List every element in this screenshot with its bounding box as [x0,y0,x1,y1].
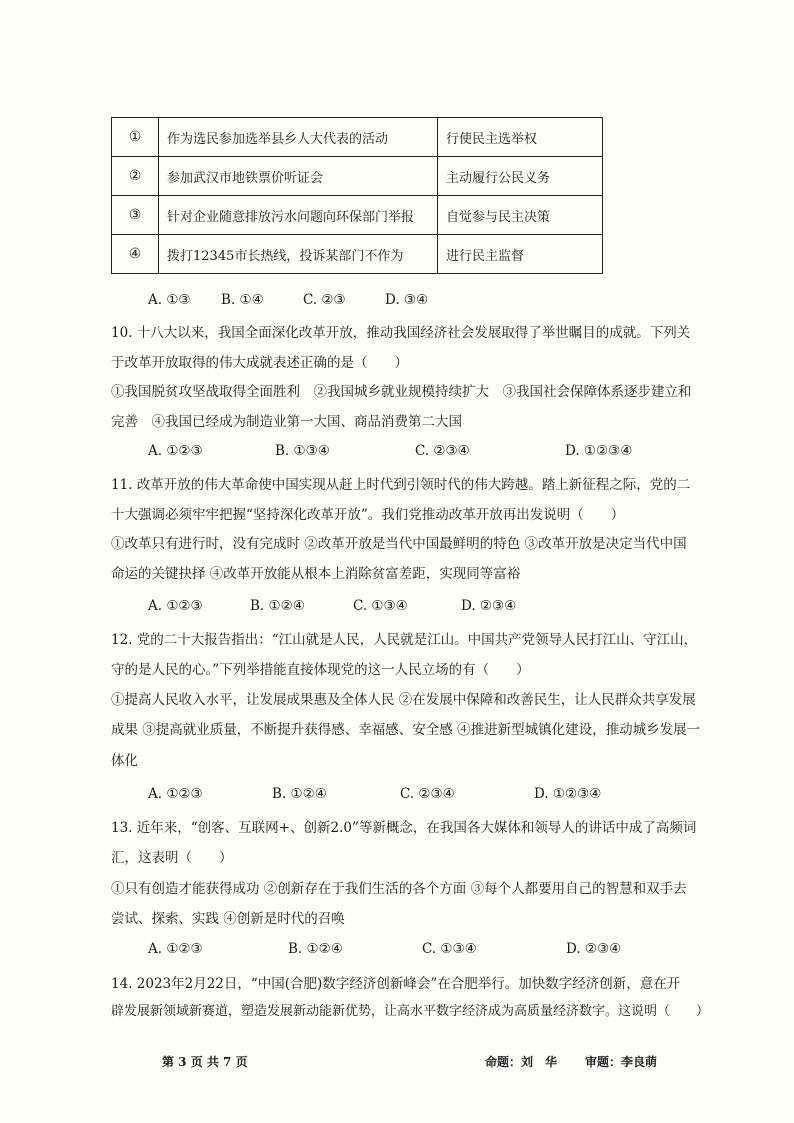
q10-stem: 于改革开放取得的伟大成就表述正确的是（ ） [111,355,408,371]
q12-statements: 体化 [111,753,138,769]
q14-stem: 14. 2023年2月22日，“中国(合肥)数字经济创新峰会”在合肥举行。加快数字经济创新，意在开 [111,976,681,992]
row-action: 拨打12345市长热线，投诉某部门不作为 [159,235,438,274]
q10-stem: 10. 十八大以来，我国全面深化改革开放，推动我国经济社会发展取得了举世瞩目的成就。下列关 [111,325,691,341]
q13-statements: ①只有创造才能获得成功 ②创新存在于我们生活的各个方面 ③每个人都要用自己的智慧和双手去 [111,881,687,897]
q9-option-b[interactable]: B. ①④ [221,292,264,308]
q13-option-a[interactable]: A. ①②③ [148,941,203,957]
row-number: ③ [112,196,159,235]
row-right: 行使民主选举权 [438,118,603,157]
activity-table [111,117,603,274]
q13-stem: 汇，这表明（ ） [111,850,233,866]
row-number: ② [112,157,159,196]
table-row [112,118,603,157]
q12-stem: 守的是人民的心。”下列举措能直接体现党的这一人民立场的有（ ） [111,662,530,678]
row-right: 主动履行公民义务 [438,157,603,196]
q9-option-d[interactable]: D. ③④ [385,292,429,308]
reviewer-credit: 审题：李良萌 [585,1055,658,1069]
row-right: 自觉参与民主决策 [438,196,603,235]
q13-option-c[interactable]: C. ①③④ [422,941,477,957]
q10-option-d[interactable]: D. ①②③④ [565,443,633,459]
q13-stem: 13. 近年来，“创客、互联网+、创新2.0”等新概念，在我国各大媒体和领导人的讲话中成了高频词 [111,820,697,836]
q10-option-b[interactable]: B. ①③④ [275,443,330,459]
q11-option-d[interactable]: D. ②③④ [461,598,517,614]
table-row [112,235,603,274]
q11-option-b[interactable]: B. ①②④ [250,598,305,614]
q10-option-c[interactable]: C. ②③④ [415,443,470,459]
q11-statements: ①改革只有进行时，没有完成时 ②改革开放是当代中国最鲜明的特色 ③改革开放是决定当代中国 [111,536,687,552]
q12-statements: 成果 ③提高就业质量，不断提升获得感、幸福感、安全感 ④推进新型城镇化建设，推动城乡发展一 [111,722,701,738]
q12-option-c[interactable]: C. ②③④ [400,786,455,802]
q13-option-b[interactable]: B. ①②④ [288,941,343,957]
page-number: 第 3 页 共 7 页 [162,1055,248,1069]
q13-option-d[interactable]: D. ②③④ [566,941,622,957]
row-action: 参加武汉市地铁票价听证会 [159,157,438,196]
q12-option-d[interactable]: D. ①②③④ [534,786,602,802]
q14-stem: 辟发展新领域新赛道，塑造发展新动能新优势，让高水平数字经济成为高质量经济数字。这说明（ ） [111,1004,710,1019]
q11-stem: 十大强调必须牢牢把握“坚持深化改革开放”。我们党推动改革开放再出发说明（ ） [111,507,625,523]
q10-statements: 完善 ④我国已经成为制造业第一大国、商品消费第二大国 [111,414,462,430]
row-right: 进行民主监督 [438,235,603,274]
q12-option-b[interactable]: B. ①②④ [272,786,327,802]
q10-statements: ①我国脱贫攻坚战取得全面胜利 ②我国城乡就业规模持续扩大 ③我国社会保障体系逐步建立和 [111,384,692,400]
q12-statements: ①提高人民收入水平，让发展成果惠及全体人民 ②在发展中保障和改善民生，让人民群众共享发展 [111,692,696,708]
q9-option-c[interactable]: C. ②③ [303,292,346,308]
table-row [112,157,603,196]
table-row [112,196,603,235]
q13-statements: 尝试、探索、实践 ④创新是时代的召唤 [111,911,345,927]
row-action: 针对企业随意排放污水问题向环保部门举报 [159,196,438,235]
q12-option-a[interactable]: A. ①②③ [148,786,203,802]
q9-option-a[interactable]: A. ①③ [148,292,191,308]
q11-stem: 11. 改革开放的伟大革命使中国实现从赶上时代到引领时代的伟大跨越。踏上新征程之际，党的二 [111,477,691,493]
q10-option-a[interactable]: A. ①②③ [148,443,203,459]
q11-option-c[interactable]: C. ①③④ [353,598,408,614]
q11-statements: 命运的关键抉择 ④改革开放能从根本上消除贫富差距，实现同等富裕 [111,566,521,582]
row-number: ④ [112,235,159,274]
row-action: 作为选民参加选举县乡人大代表的活动 [159,118,438,157]
author-credit: 命题：刘 华 [485,1055,558,1069]
q12-stem: 12. 党的二十大报告指出：“江山就是人民，人民就是江山。中国共产党领导人民打江山、守江山， [111,632,698,648]
q11-option-a[interactable]: A. ①②③ [148,598,203,614]
row-number: ① [112,118,159,157]
